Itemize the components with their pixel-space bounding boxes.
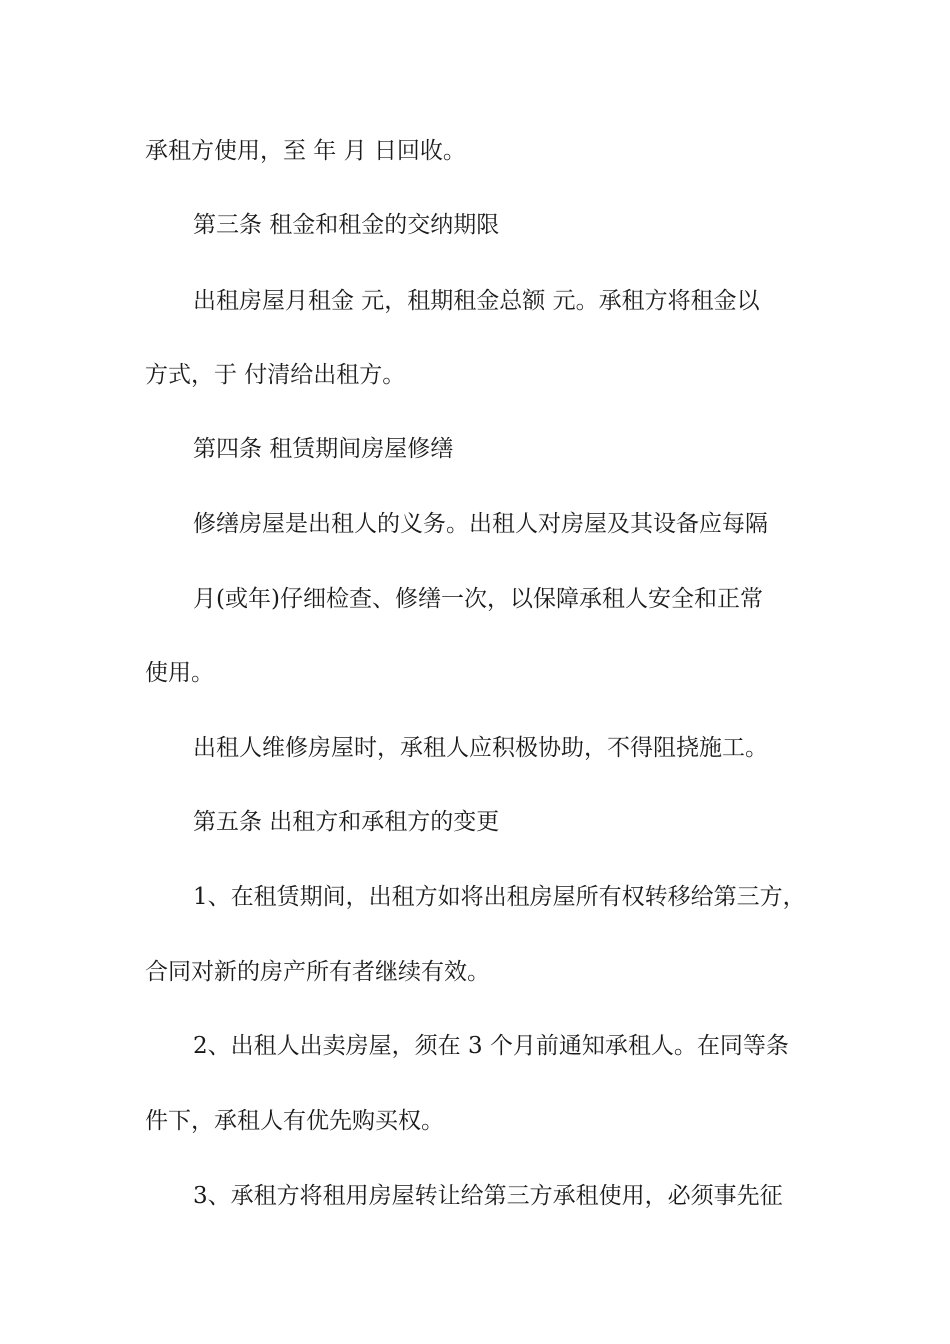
- text-line-8: 使用。: [145, 660, 214, 686]
- text-line-4: 方式，于 付清给出租方。: [145, 362, 406, 388]
- text-line-12: 合同对新的房产所有者继续有效。: [145, 959, 490, 985]
- text-line-13: 2、出租人出卖房屋，须在 3 个月前通知承租人。在同等条: [193, 1033, 789, 1059]
- text-line-11: 1、在租赁期间，出租方如将出租房屋所有权转移给第三方，: [193, 884, 806, 910]
- text-line-14: 件下，承租人有优先购买权。: [145, 1108, 444, 1134]
- text-line-1: 承租方使用，至 年 月 日回收。: [145, 138, 466, 164]
- text-line-3: 出租房屋月租金 元，租期租金总额 元。承租方将租金以: [193, 288, 760, 314]
- text-line-7: 月(或年)仔细检查、修缮一次，以保障承租人安全和正常: [193, 586, 763, 612]
- text-line-6: 修缮房屋是出租人的义务。出租人对房屋及其设备应每隔: [193, 511, 768, 537]
- article-4-heading: 第四条 租赁期间房屋修缮: [193, 436, 454, 462]
- article-3-heading: 第三条 租金和租金的交纳期限: [193, 212, 500, 238]
- article-5-heading: 第五条 出租方和承租方的变更: [193, 809, 500, 835]
- text-line-9: 出租人维修房屋时，承租人应积极协助，不得阻挠施工。: [193, 735, 768, 761]
- text-line-15: 3、承租方将租用房屋转让给第三方承租使用，必须事先征: [193, 1183, 783, 1209]
